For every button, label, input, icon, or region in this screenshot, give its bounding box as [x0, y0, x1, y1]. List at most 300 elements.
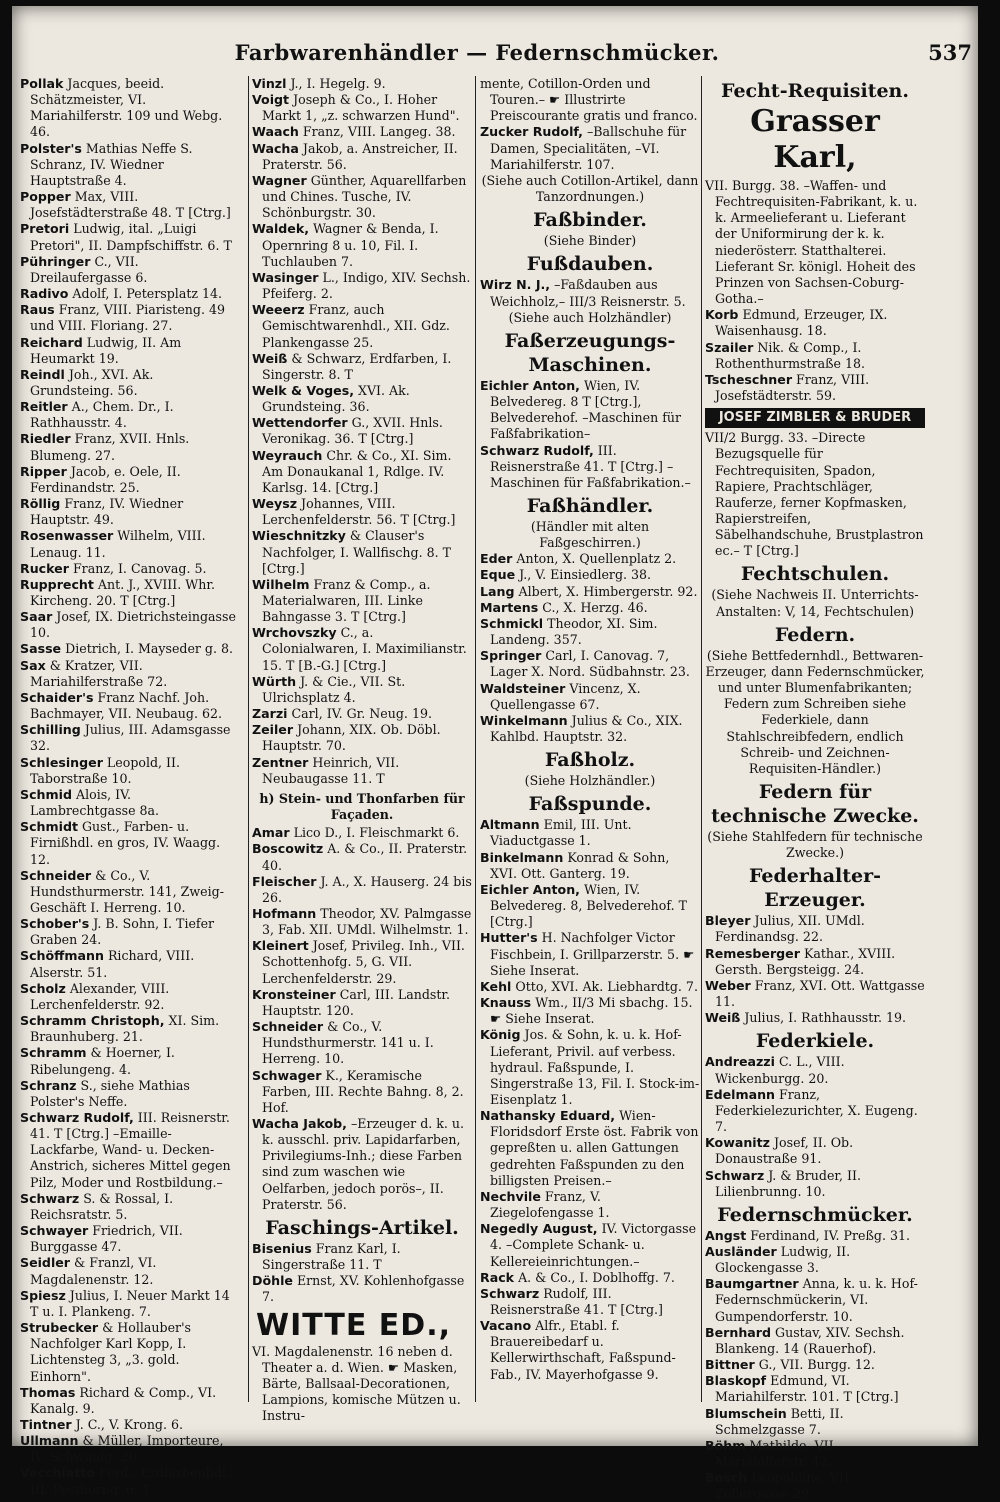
entry-text: C. L., VIII. Wickenburgg. 20. [715, 1054, 845, 1086]
section-heading: Federnschmücker. [717, 1203, 913, 1226]
directory-entry [252, 383, 472, 415]
entry-text: Ludwig, II. Glockengasse 3. [715, 1243, 851, 1276]
entry-name: Blumschein [705, 1405, 787, 1421]
entry-name: König [480, 1027, 521, 1043]
entry-text: IV. Victorgasse 4. –Complete Schank- u. Kellereieinrichtungen.– [490, 1221, 697, 1269]
entry-text: –Erzeuger d. k. u. k. ausschl. priv. Lapidarfarben, Privilegiums-Inh.; diese Farben sind zum waschen wie Oelfarben, jedoch porös–, II. Praterstr. 56. [262, 1116, 465, 1212]
directory-entry [252, 674, 472, 706]
entry-text: Alfr., Etabl. f. Brauereibedarf u. Kellerwirthschaft, Faßspund-Fab., IV. Mayerhofgasse 9. [490, 1318, 676, 1382]
entry-text: –Ballschuhe für Damen, Specialitäten, –VI. Mariahilferstr. 107. [490, 124, 687, 172]
entry-text: Rudolf, III. Reisnerstraße 41. T [Ctrg.] [490, 1285, 663, 1317]
entry-name: Voigt [252, 92, 290, 108]
entry-name: Waldsteiner [480, 680, 566, 696]
directory-entry [20, 528, 240, 560]
entry-name: Andreazzi [705, 1054, 775, 1070]
entry-text: C., a. Colonialwaren, I. Maximilianstr. 15. T [B.-G.] [Ctrg.] [262, 625, 467, 673]
section-heading: Faschings-Artikel. [265, 1216, 459, 1239]
entry-name: Edelmann [705, 1086, 776, 1102]
entry-text: Chr. & Co., XI. Sim. Am Donaukanal 1, Rdlge. IV. Karlsg. 14. [Ctrg.] [262, 447, 452, 495]
entry-name: Szailer [705, 339, 754, 355]
directory-entry [252, 755, 472, 787]
entry-name: Lang [480, 583, 515, 599]
directory-entry [252, 173, 472, 221]
entry-text: Wien-Floridsdorf Erste öst. Fabrik von gepreßten u. allen Gattungen gedrehten Faßspunden zu den billigsten Preisen.– [490, 1108, 699, 1188]
entry-name: Amar [252, 825, 290, 841]
directory-entry [20, 787, 240, 819]
entry-text: Franz, VIII. Josefstädterstr. 59. [715, 371, 870, 404]
entry-text: C., VII. Dreilaufergasse 6. [30, 253, 148, 285]
entry-name: Polster's [20, 140, 82, 156]
directory-entry [252, 1344, 472, 1425]
directory-entry [480, 1318, 700, 1383]
entry-name: Reitler [20, 399, 68, 415]
entry-text: Emil, III. Unt. Viaductgasse 1. [490, 817, 632, 849]
directory-entry [20, 1045, 240, 1077]
entry-name: Baumgartner [705, 1276, 799, 1292]
entry-name: Waldek, [252, 221, 309, 237]
entry-text: Alexander, VIII. Lerchenfelderstr. 92. [30, 980, 170, 1012]
directory-entry [705, 1357, 925, 1373]
directory-entry [705, 1438, 925, 1470]
entry-text: Wm., II/3 Mi sbachg. 15. ☛ Siehe Inserat. [490, 995, 693, 1027]
directory-entry [705, 1406, 925, 1438]
entry-name: Fleischer [252, 873, 317, 889]
directory-entry [20, 496, 240, 528]
entry-text: J. A., X. Hauserg. 24 bis 26. [262, 873, 472, 905]
directory-entry [705, 178, 925, 307]
directory-entry [705, 1087, 925, 1135]
entry-text: Heinrich, VII. Neubaugasse 11. T [262, 754, 400, 786]
entry-text: VI. Magdalenenstr. 16 neben d. Theater a. d. Wien. ☛ Masken, Bärte, Ballsaal-Decorationen, Lampions, komische Mützen u. Instru- [252, 1343, 461, 1424]
directory-entry [705, 1470, 925, 1502]
entry-name: Schmickl [480, 615, 544, 631]
entry-text: Vincenz, X. Quellengasse 67. [490, 680, 641, 712]
section-heading: Federn für technische Zwecke. [711, 781, 919, 827]
subsection-heading: h) Stein- und Thonfarben für Façaden. [259, 790, 465, 823]
directory-entry [252, 124, 472, 140]
directory-entry [20, 658, 240, 690]
entry-text: Jacob, e. Oele, II. Ferdinandstr. 25. [30, 463, 181, 495]
directory-entry [705, 372, 925, 404]
entry-name: Nechvile [480, 1188, 541, 1204]
entry-name: Schwarz [705, 1167, 765, 1183]
cross-reference-note: (Siehe Bettfedernhdl., Bettwaren-Erzeuger, dann Federnschmücker, und unter Blumenfabrikanten; Federn zum Schreiben siehe Federkiele, dann Stahlschreibfedern, endlich Schreib- und Zeichnen-Requisiten-Händler.) [705, 647, 925, 776]
cross-reference-note: (Siehe auch Cotillon-Artikel, dann Tanzordnungen.) [481, 172, 699, 205]
entry-text: XI. Sim. Braunhuberg. 21. [30, 1013, 220, 1045]
entry-name: Schober's [20, 916, 90, 932]
entry-text: C., X. Herzg. 46. [542, 599, 648, 615]
directory-entry [20, 286, 240, 302]
directory-entry [252, 270, 472, 302]
entry-text: VII. Burgg. 38. –Waffen- und Fechtrequisiten-Fabrikant, k. u. k. Armeelieferant u. Lieferant der Uniformirung der k. k. niederösterr. Statthalterei. Lieferant Sr. königl. Hoheit des Prinzen von Sachsen-Coburg-Gotha.– [705, 178, 918, 307]
entry-text: Max, VIII. Josefstädterstraße 48. T [Ctrg.] [30, 189, 231, 221]
directory-entry [20, 221, 240, 253]
entry-text: Franz Nachf. Joh. Bachmayer, VII. Neubaug. 62. [30, 689, 222, 722]
directory-entry [252, 706, 472, 722]
directory-entry [480, 1027, 700, 1108]
entry-name: Zeiler [252, 722, 294, 738]
directory-entry [252, 987, 472, 1019]
directory-entry [480, 76, 700, 124]
entry-name: Welk & Voges, [252, 382, 354, 398]
entry-text: Julius, I. Neuer Markt 14 T u. I. Plankeng. 7. [30, 1287, 230, 1319]
entry-text: XVI. Ak. Grundsteing. 36. [262, 382, 410, 415]
entry-name: Bleyer [705, 913, 751, 929]
entry-name: Wrchovszky [252, 625, 337, 641]
entry-text: Ant. J., XVIII. Whr. Kircheng. 20. T [Ctrg.] [30, 576, 215, 608]
entry-name: Wettendorfer [252, 415, 348, 431]
entry-name: Angst [705, 1227, 747, 1243]
directory-entry [705, 1325, 925, 1357]
entry-name: Pühringer [20, 253, 91, 269]
entry-name: Weeerz [252, 302, 305, 318]
entry-name: Vinzl [252, 76, 287, 91]
entry-name: Popper [20, 189, 71, 205]
entry-text: Betti, II. Schmelzgasse 7. [715, 1405, 844, 1437]
entry-text: & Co., V. Hundsthurmerstr. 141 u. I. Herreng. 10. [262, 1019, 434, 1067]
directory-entry [705, 1135, 925, 1167]
entry-name: Wirz N. J., [480, 277, 551, 293]
entry-name: Eque [480, 567, 516, 583]
directory-entry [20, 722, 240, 754]
entry-name: Schilling [20, 722, 81, 738]
directory-entry [705, 913, 925, 945]
directory-entry [20, 916, 240, 948]
directory-page [12, 6, 978, 1502]
entry-name: Negedly August, [480, 1221, 598, 1237]
entry-text: Johannes, VIII. Lerchenfelderstr. 56. T [Ctrg.] [262, 496, 456, 528]
entry-name: Bittner [705, 1357, 755, 1373]
running-head [12, 40, 978, 70]
entry-text: Franz, I. Canovag. 5. [72, 560, 207, 576]
entry-text: & Franzl, VI. Magdalenenstr. 12. [30, 1255, 157, 1287]
entry-text: A. & Co., II. Praterstr. 40. [262, 841, 468, 873]
directory-entry [252, 1273, 472, 1305]
entry-text: Edmund, Erzeuger, IX. Waisenhausg. 18. [715, 307, 888, 339]
entry-name: Kleinert [252, 938, 309, 954]
entry-name: Vecchiatto [20, 1465, 96, 1481]
entry-text: A., Chem. Dr., I. Rathhausstr. 4. [30, 399, 174, 431]
entry-name: Eichler Anton, [480, 881, 580, 897]
directory-entry [20, 1320, 240, 1385]
entry-text: J. C., V. Krong. 6. [75, 1416, 184, 1432]
entry-text: H. Nachfolger Victor Fischbein, I. Grillparzerstr. 5. ☛ Siehe Inserat. [490, 930, 695, 978]
directory-entry [20, 1417, 240, 1433]
directory-entry [20, 1191, 240, 1223]
directory-entry [20, 1255, 240, 1287]
column-2 [252, 76, 472, 1424]
entry-name: Waach [252, 124, 299, 140]
directory-entry [20, 189, 240, 221]
directory-entry [252, 496, 472, 528]
directory-entry [20, 367, 240, 399]
column-3 [480, 76, 700, 1383]
entry-text: Richard, VIII. Alserstr. 51. [30, 948, 195, 980]
directory-entry [20, 1433, 240, 1465]
entry-text: Konrad & Sohn, XVI. Ott. Ganterg. 19. [490, 849, 670, 881]
directory-entry [252, 825, 472, 841]
entry-text: Carl, III. Landstr. Hauptstr. 120. [262, 986, 451, 1018]
entry-name: Bisenius [252, 1240, 312, 1256]
entry-name: Vacano [480, 1318, 532, 1334]
entry-text: Leopoldine, VII. Zollergasse 29. [715, 1470, 853, 1502]
directory-entry [20, 948, 240, 980]
directory-entry [20, 1078, 240, 1110]
entry-text: Ferdinand, IV. Preßg. 31. [750, 1227, 911, 1243]
entry-text: Friedrich, VII. Burggasse 47. [30, 1223, 183, 1255]
directory-entry [252, 722, 472, 754]
directory-entry [480, 681, 700, 713]
entry-name: Strubecker [20, 1320, 99, 1336]
entry-text: Wagner & Benda, I. Opernring 8 u. 10, Fil. I. Tuchlauben 7. [262, 221, 439, 269]
entry-text: III. Reisnerstraße 41. T [Ctrg.] –Maschinen für Faßfabrikation.– [490, 442, 691, 490]
entry-name: Pretori [20, 221, 70, 237]
entry-name: Schaider's [20, 689, 94, 705]
entry-text: Albert, X. Himbergerstr. 92. [518, 583, 698, 599]
entry-name: Saar [20, 609, 53, 625]
directory-entry [705, 946, 925, 978]
directory-entry [252, 577, 472, 625]
directory-entry [20, 819, 240, 867]
entry-name: Rupprecht [20, 576, 94, 592]
directory-entry [480, 124, 700, 172]
entry-name: Wieschnitzky [252, 528, 346, 544]
directory-entry [480, 713, 700, 745]
entry-name: Weber [705, 977, 751, 993]
directory-entry [20, 254, 240, 286]
entry-name: Schramm [20, 1045, 87, 1061]
entry-text: Ferd., Erdfarbenhdl., III. Posthorng. 6. T [30, 1465, 234, 1497]
entry-name: Scholz [20, 980, 66, 996]
entry-name: Nathansky Eduard, [480, 1108, 616, 1124]
entry-text: Josef, Privileg. Inh., VII. Schottenhofg. 5, G. VII. Lerchenfelderstr. 29. [262, 938, 465, 986]
entry-text: Julius, III. Adamsgasse 32. [30, 722, 231, 754]
entry-text: Gust., Farben- u. Firnißhdl. en gros, IV. Waagg. 12. [30, 819, 221, 867]
section-heading: Federhalter-Erzeuger. [748, 865, 882, 912]
section-heading: Fußdauben. [526, 253, 654, 276]
directory-entry [20, 1013, 240, 1045]
entry-text: G., VII. Burgg. 12. [758, 1357, 875, 1373]
entry-text: Adolf, I. Petersplatz 14. [72, 286, 223, 302]
entry-name: Wacha [252, 140, 299, 156]
entry-name: Radivo [20, 286, 69, 302]
entry-name: Wagner [252, 172, 307, 188]
directory-entry [252, 76, 472, 92]
column-divider [475, 76, 476, 1402]
directory-entry [20, 1223, 240, 1255]
entry-text: Leopold, II. Taborstraße 10. [30, 754, 181, 786]
entry-name: Weiß [252, 350, 288, 366]
cross-reference-note: (Siehe Nachweis II. Unterrichts-Anstalten: V, 14, Fechtschulen) [711, 587, 919, 619]
section-heading: Faßerzeugungs-Maschinen. [504, 329, 676, 376]
entry-name: Döhle [252, 1273, 293, 1289]
entry-text: Gustav, XIV. Sechsh. Blankeng. 14 (Rauerhof). [715, 1324, 905, 1356]
column-divider [701, 76, 702, 1402]
entry-text: & Hoerner, I. Ribelungeng. 4. [30, 1045, 175, 1077]
directory-entry [252, 415, 472, 447]
entry-text: Wien, IV. Belvedereg. 8 T [Ctrg.], Belvederehof. –Maschinen für Faßfabrikation– [490, 377, 682, 442]
entry-text: Ludwig, ital. „Luigi Pretori", II. Dampfschiffstr. 6. T [30, 221, 232, 253]
directory-entry [20, 577, 240, 609]
directory-entry [705, 307, 925, 339]
directory-entry [480, 1286, 700, 1318]
entry-name: Schwayer [20, 1223, 89, 1239]
entry-name: Wilhelm [252, 576, 310, 592]
advertisement-banner: JOSEF ZIMBLER & BRUDER [705, 408, 925, 428]
entry-name: Schranz [20, 1077, 77, 1093]
entry-name: Sax [20, 657, 46, 673]
directory-entry [20, 755, 240, 787]
entry-text: Wien, IV. Belvedereg. 8, Belvederehof. T [Ctrg.] [490, 881, 687, 930]
entry-name: Zentner [252, 754, 309, 770]
directory-entry [20, 431, 240, 463]
entry-name: Kronsteiner [252, 986, 336, 1002]
entry-name: Schlesinger [20, 754, 103, 770]
directory-entry [20, 1110, 240, 1191]
directory-entry [252, 221, 472, 269]
directory-entry [480, 277, 700, 309]
entry-text: & Schwarz, Erdfarben, I. Singerstr. 8. T [262, 350, 452, 382]
directory-entry [480, 1189, 700, 1221]
entry-text: Franz, VIII. Piaristeng. 49 und VIII. Floriang. 27. [30, 302, 225, 334]
entry-name: Schöffmann [20, 948, 104, 964]
entry-name: Kehl [480, 978, 512, 994]
entry-text: VII/2 Burgg. 33. –Directe Bezugsquelle für Fechtrequisiten, Spadon, Rapiere, Prachtschläger, Rauferze, ferner Kopfmasken, Rapierstreifen, Säbelhandschuhe, Brustplastron ec.– T [Ctrg.] [705, 430, 924, 559]
entry-name: Weysz [252, 496, 298, 512]
directory-entry [480, 378, 700, 443]
entry-text: Ernst, XV. Kohlenhofgasse 7. [262, 1273, 465, 1305]
entry-name: Schramm Christoph, [20, 1013, 165, 1029]
directory-entry [705, 430, 925, 559]
directory-entry [705, 1010, 925, 1026]
entry-name: Knauss [480, 995, 532, 1011]
cross-reference-note: (Siehe auch Holzhändler) [508, 309, 672, 325]
directory-entry [480, 850, 700, 882]
directory-entry [705, 1228, 925, 1244]
directory-entry [480, 600, 700, 616]
directory-entry [252, 1241, 472, 1273]
entry-text: Richard & Comp., VI. Kanalg. 9. [30, 1384, 217, 1416]
entry-text: Mathias Neffe S. Schranz, IV. Wiedner Hauptstraße 4. [30, 140, 193, 188]
entry-text: III. Reisnerstr. 41. T [Ctrg.] –Emaille-Lackfarbe, Wand- u. Decken-Anstrich, sicheres Mittel gegen Pilz, Moder und Rostbildung.– [30, 1110, 231, 1190]
entry-name: Würth [252, 673, 297, 689]
entry-text: J., V. Einsiedlerg. 38. [519, 567, 652, 583]
directory-entry [252, 302, 472, 350]
directory-entry [480, 930, 700, 978]
cross-reference-note: (Siehe Holzhändler.) [524, 773, 656, 789]
directory-entry [480, 979, 700, 995]
entry-name: Schmidt [20, 819, 78, 835]
directory-entry [20, 76, 240, 141]
entry-name: Tscheschner [705, 371, 793, 387]
entry-name: Boscowitz [252, 841, 324, 857]
entry-name: Eder [480, 551, 513, 567]
entry-name: Reindl [20, 366, 65, 382]
column-4 [705, 76, 925, 1502]
entry-name: Schneider [252, 1019, 324, 1035]
entry-text: Theodor, XI. Sim. Landeng. 357. [490, 615, 658, 648]
directory-entry [705, 1054, 925, 1086]
entry-name: Eichler Anton, [480, 377, 580, 393]
directory-entry [252, 625, 472, 673]
entry-name: Winkelmann [480, 712, 568, 728]
directory-entry [252, 1019, 472, 1067]
entry-text: & Kratzer, VII. Mariahilferstraße 72. [30, 657, 168, 689]
advertisement-name: WITTE ED., [256, 1307, 451, 1343]
directory-entry [20, 399, 240, 431]
entry-name: Sasse [20, 641, 62, 657]
entry-name: Wasinger [252, 269, 319, 285]
entry-name: Schneider [20, 867, 92, 883]
section-heading: Federn. [774, 623, 856, 646]
entry-text: Lico D., I. Fleischmarkt 6. [293, 825, 460, 841]
directory-entry [20, 981, 240, 1013]
entry-name: Ripper [20, 463, 67, 479]
directory-entry [20, 690, 240, 722]
entry-name: Remesberger [705, 945, 800, 961]
entry-name: Rucker [20, 560, 69, 576]
entry-name: Wacha Jakob, [252, 1116, 347, 1131]
entry-name: Raus [20, 302, 55, 318]
entry-name: Blaskopf [705, 1373, 767, 1389]
directory-entry [20, 609, 240, 641]
entry-name: Bosch [705, 1470, 748, 1486]
directory-entry [480, 817, 700, 849]
directory-entry [252, 906, 472, 938]
entry-name: Schwarz Rudolf, [20, 1110, 134, 1125]
entry-name: Thomas [20, 1384, 76, 1400]
entry-text: Josef, IX. Dietrichsteingasse 10. [30, 609, 236, 641]
directory-entry [480, 1108, 700, 1189]
entry-text: Mathilde, VII. Mariahilferstr. 42. [715, 1437, 838, 1469]
directory-entry [252, 1068, 472, 1116]
directory-entry [480, 882, 700, 930]
directory-entry [252, 874, 472, 906]
entry-name: Korb [705, 307, 739, 323]
directory-entry [480, 584, 700, 600]
directory-entry [705, 1244, 925, 1276]
entry-text: Franz, VIII. Langeg. 38. [302, 124, 456, 140]
directory-entry [480, 551, 700, 567]
cross-reference-note: (Händler mit alten Faßgeschirren.) [530, 518, 650, 551]
entry-text: mente, Cotillon-Orden und Touren.– ☛ Illustrirte Preiscourante gratis und franco. [480, 76, 698, 124]
directory-entry [252, 141, 472, 173]
directory-entry [20, 641, 240, 657]
section-heading: Fecht-Requisiten. [721, 80, 909, 102]
entry-text: Anna, k. u. k. Hof-Federnschmückerin, VI. Gumpendorferstr. 10. [715, 1276, 918, 1324]
entry-text: Julius, XII. UMdl. Ferdinandsg. 22. [715, 913, 865, 945]
directory-entry [20, 1465, 240, 1497]
directory-entry [20, 141, 240, 189]
entry-name: Seidler [20, 1255, 71, 1271]
entry-text: S., siehe Mathias Polster's Neffe. [30, 1077, 190, 1109]
entry-name: Schwarz [480, 1285, 540, 1301]
entry-name: Zucker Rudolf, [480, 124, 583, 140]
entry-name: Ullmann [20, 1433, 79, 1449]
directory-entry [705, 1373, 925, 1405]
entry-text: J., I. Hegelg. 9. [290, 76, 386, 91]
entry-text: & Clauser's Nachfolger, I. Wallfischg. 8. T [Ctrg.] [262, 528, 452, 576]
entry-name: Schmid [20, 786, 72, 802]
directory-entry [20, 335, 240, 367]
directory-entry [252, 351, 472, 383]
cross-reference-note: (Siehe Binder) [543, 233, 637, 249]
entry-name: Kowanitz [705, 1135, 770, 1151]
entry-name: Schwarz Rudolf, [480, 442, 594, 458]
entry-name: Rack [480, 1269, 515, 1285]
entry-name: Reichard [20, 334, 83, 350]
entry-text: Julius & Co., XIX. Kahlbd. Hauptstr. 32. [490, 712, 683, 744]
